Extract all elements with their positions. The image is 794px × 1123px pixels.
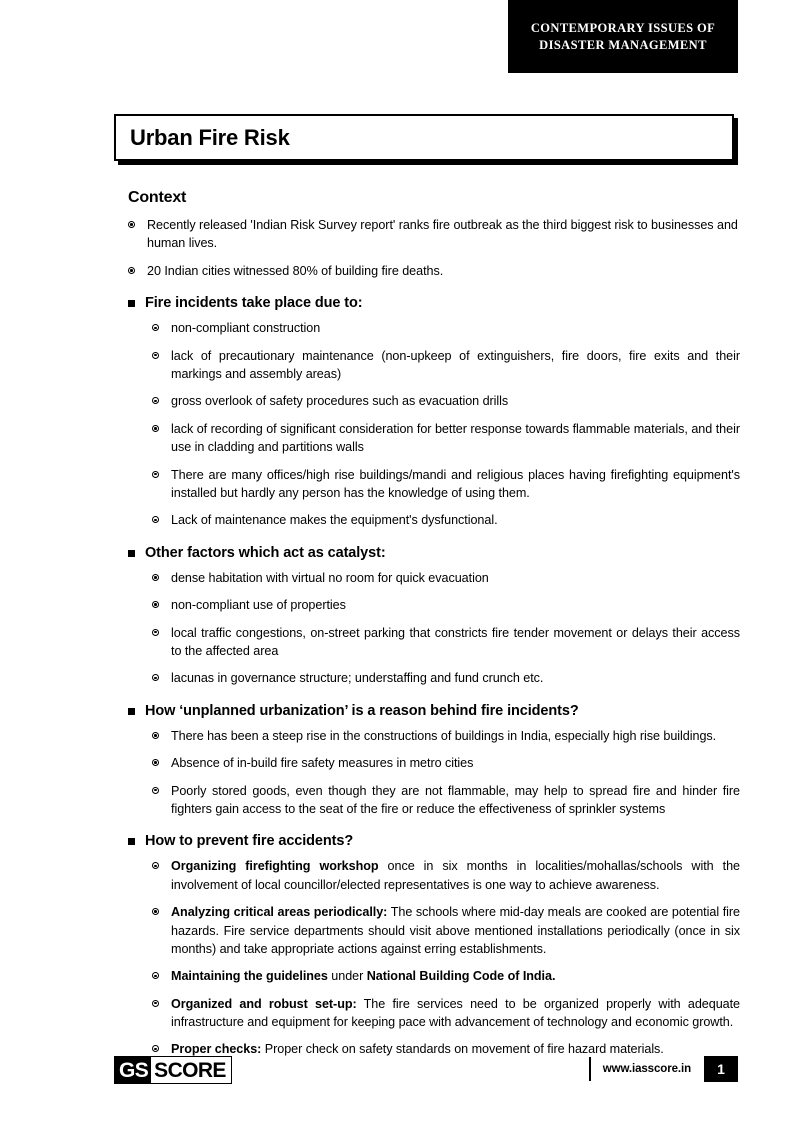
list-item-text: There has been a steep rise in the constructions of buildings in India, especially high rise buildings. — [171, 728, 717, 743]
list-item-text: There are many offices/high rise buildings/mandi and religious places having firefighting equipment's installed but hardly any person has the knowledge of using them. — [171, 467, 740, 500]
bullet-dot-icon — [152, 397, 160, 405]
context-heading: Context — [128, 189, 187, 206]
list-item-text — [171, 967, 740, 985]
sections-root — [128, 294, 740, 1059]
list-item-text-strong: National Building Code of India. — [366, 969, 556, 984]
list-item-text-run: once in six months in localities/mohallas/schools with the involvement of local councillor/elected representatives is one way to achieve awareness. — [171, 859, 740, 892]
list-item-text-run: under — [327, 969, 367, 984]
list-item — [152, 669, 740, 687]
list-item-text-run: Proper check on safety standards on movement of fire hazard materials. — [261, 1042, 664, 1057]
list-item — [152, 596, 740, 614]
list-item-text — [171, 903, 740, 958]
bullet-dot-icon — [152, 324, 160, 332]
list-item-text-strong: Organizing firefighting workshop — [171, 859, 379, 874]
list-item — [152, 466, 740, 503]
section-heading-text: Fire incidents take place due to: — [145, 295, 363, 312]
list-item-text-run: The fire services need to be organized properly with adequate infrastructure and equipment for keeping pace with advancement of technology and economic growth. — [171, 996, 741, 1029]
section-heading — [128, 544, 740, 562]
bullet-dot-icon — [152, 759, 160, 767]
section-bullet-list — [152, 319, 740, 529]
footer-divider — [589, 1057, 591, 1081]
list-item — [152, 624, 740, 661]
bullet-dot-icon — [152, 908, 160, 916]
list-item — [152, 511, 740, 529]
list-item-text: lack of recording of significant consideration for better response towards flammable materials, and their use in cladding and partitions walls — [171, 421, 740, 455]
list-item-text: dense habitation with virtual no room for quick evacuation — [171, 570, 489, 585]
header-banner-line-2: DISASTER MANAGEMENT — [539, 37, 707, 52]
section-bullet-list — [152, 727, 740, 819]
list-item-text-strong: Proper checks: — [171, 1042, 262, 1057]
header-banner — [508, 0, 738, 73]
list-item — [152, 319, 740, 337]
list-item-text: Lack of maintenance makes the equipment's dysfunctional. — [171, 513, 498, 528]
list-item-text-strong: Organized and robust set-up: — [171, 996, 357, 1011]
section-heading — [128, 294, 740, 312]
list-item — [152, 995, 740, 1032]
document-content — [128, 189, 740, 1068]
header-banner-line-1: CONTEMPORARY ISSUES OF — [530, 21, 716, 35]
list-item — [152, 569, 740, 587]
square-bullet-icon — [128, 838, 135, 845]
list-item — [152, 420, 740, 457]
context-bullet-list — [128, 216, 740, 280]
gsscore-logo — [114, 1056, 232, 1084]
bullet-dot-icon — [152, 732, 160, 740]
page-number-badge: 1 — [704, 1056, 738, 1082]
list-item-text: Recently released 'Indian Risk Survey report' ranks fire outbreak as the third biggest risk to businesses and human lives. — [147, 218, 738, 251]
logo-score-text: SCORE — [151, 1057, 231, 1083]
title-box-frame — [114, 114, 734, 161]
bullet-dot-icon — [152, 1000, 160, 1008]
list-item-text: lacunas in governance structure; understaffing and fund crunch etc. — [171, 671, 544, 686]
logo-gs-mark: GS — [115, 1057, 151, 1083]
list-item — [128, 216, 740, 253]
section-bullet-list — [152, 857, 740, 1058]
list-item-text: Poorly stored goods, even though they are not flammable, may help to spread fire and hinder fire fighters gain access to the seat of the fire or reduce the effectiveness of sprinkler systems — [171, 783, 740, 816]
section-heading-text: Other factors which act as catalyst: — [145, 544, 386, 561]
list-item-text-strong: Analyzing critical areas periodically: — [171, 905, 388, 920]
list-item — [152, 903, 740, 958]
list-item — [152, 347, 740, 384]
square-bullet-icon — [128, 708, 135, 715]
bullet-dot-icon — [152, 352, 160, 360]
bullet-dot-icon — [128, 221, 136, 229]
list-item-text: gross overlook of safety procedures such as evacuation drills — [171, 394, 509, 409]
page-title: Urban Fire Risk — [130, 124, 290, 150]
bullet-dot-icon — [152, 787, 160, 795]
bullet-dot-icon — [128, 267, 136, 275]
list-item-text: local traffic congestions, on-street parking that constricts fire tender movement or delays their access to the affected area — [171, 625, 740, 658]
list-item-text: lack of precautionary maintenance (non-upkeep of extinguishers, fire doors, fire exits and their markings and assembly areas) — [171, 348, 740, 381]
bullet-dot-icon — [152, 516, 160, 524]
list-item-text: non-compliant construction — [171, 321, 321, 336]
list-item — [152, 392, 740, 410]
footer-right-group — [589, 1057, 738, 1081]
section-heading — [128, 702, 740, 720]
list-item-text: non-compliant use of properties — [171, 598, 346, 613]
list-item-text — [171, 995, 740, 1032]
page-footer — [0, 1052, 794, 1097]
bullet-dot-icon — [152, 574, 160, 582]
section-heading-text: How ‘unplanned urbanization’ is a reason behind fire incidents? — [145, 702, 579, 719]
list-item — [152, 754, 740, 772]
list-item — [152, 727, 740, 745]
list-item — [152, 782, 740, 819]
bullet-dot-icon — [152, 862, 160, 870]
square-bullet-icon — [128, 550, 135, 557]
list-item-text-strong: Maintaining the guidelines — [171, 969, 328, 984]
square-bullet-icon — [128, 300, 135, 307]
page-title-box — [114, 114, 734, 161]
list-item-text: Absence of in-build fire safety measures in metro cities — [171, 756, 474, 771]
list-item — [152, 967, 740, 985]
bullet-dot-icon — [152, 674, 160, 682]
bullet-dot-icon — [152, 425, 160, 433]
bullet-dot-icon — [152, 471, 160, 479]
list-item-text: 20 Indian cities witnessed 80% of building fire deaths. — [147, 263, 444, 278]
bullet-dot-icon — [152, 601, 160, 609]
footer-website-url: www.iasscore.in — [602, 1063, 691, 1075]
section-bullet-list — [152, 569, 740, 688]
bullet-dot-icon — [152, 629, 160, 637]
list-item-text — [171, 857, 740, 894]
list-item — [128, 262, 740, 280]
bullet-dot-icon — [152, 972, 160, 980]
list-item-text-run: The schools where mid-day meals are cooked are potential fire hazards. Fire service departments should visit above mentioned installations periodically (once in six months) and take appropriate actions against erring establishments. — [171, 905, 741, 956]
section-heading-text: How to prevent fire accidents? — [145, 833, 354, 850]
list-item — [152, 857, 740, 894]
section-heading — [128, 832, 740, 850]
